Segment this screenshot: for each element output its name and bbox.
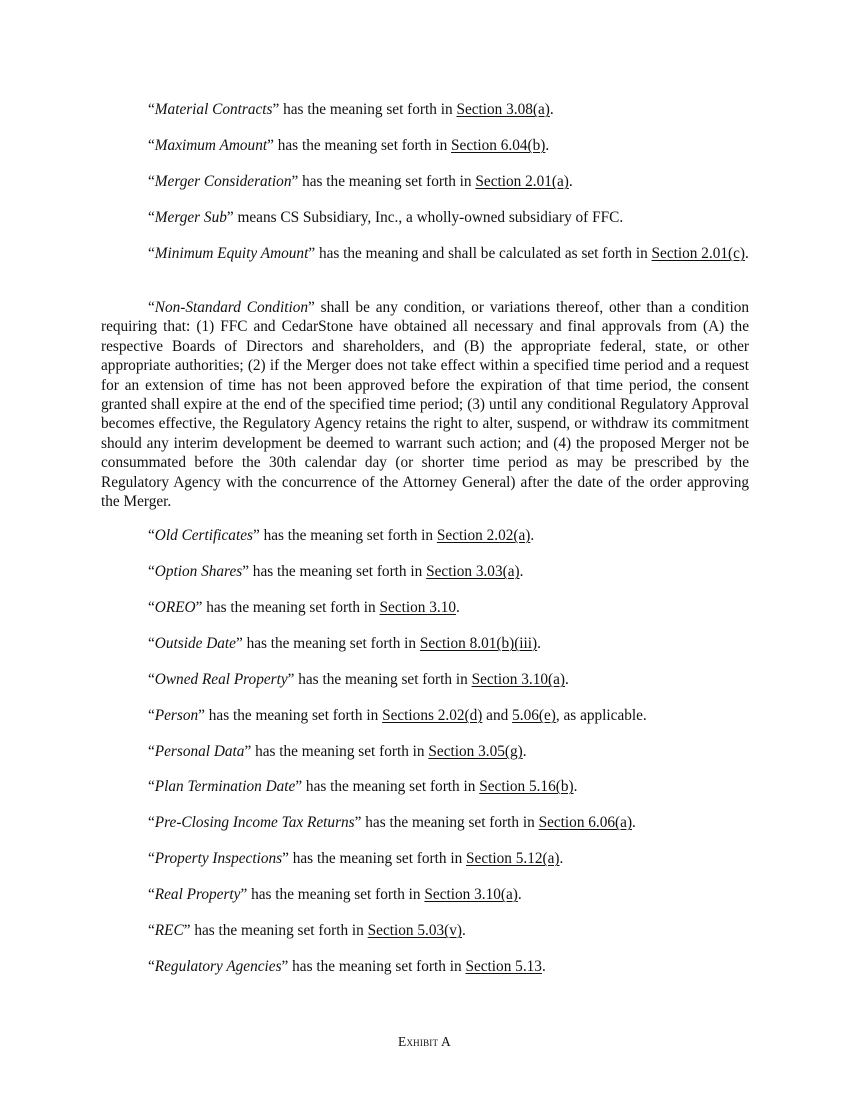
definition-person: [148, 706, 749, 725]
definition-tail: .: [537, 635, 541, 652]
definition-rec: [148, 921, 749, 940]
definition-tail: .: [559, 850, 564, 867]
defined-term: Merger Sub: [154, 209, 227, 226]
definition-tail: .: [522, 743, 527, 760]
defined-term: Property Inspections: [154, 850, 283, 867]
definition-tail: .: [745, 245, 749, 262]
definition-material-contracts: [148, 100, 749, 119]
section-reference[interactable]: Section 2.01(a): [475, 173, 569, 190]
section-reference[interactable]: Section 5.03(v): [367, 922, 462, 939]
open-quote: “: [148, 563, 155, 580]
definition-merger-consideration: [148, 172, 749, 191]
section-reference[interactable]: Section 3.05(g): [428, 743, 523, 760]
open-quote: “: [148, 101, 155, 118]
defined-term: Option Shares: [154, 563, 243, 580]
open-quote: “: [148, 173, 155, 190]
definition-text: ” has the meaning set forth in: [287, 671, 472, 688]
section-reference[interactable]: Section 3.03(a): [426, 563, 520, 580]
definition-text: ” has the meaning set forth in: [272, 101, 457, 118]
defined-term: REC: [154, 922, 184, 939]
definition-text: ” has the meaning and shall be calculated as set forth in: [308, 245, 652, 262]
definition-minimum-equity-amount: [101, 244, 749, 263]
open-quote: “: [148, 245, 155, 262]
defined-term: Old Certificates: [154, 527, 253, 544]
definition-old-certificates: [148, 526, 749, 545]
defined-term: Material Contracts: [154, 101, 273, 118]
defined-term: Personal Data: [154, 743, 245, 760]
open-quote: “: [148, 635, 155, 652]
definition-non-standard-condition: [101, 298, 749, 511]
definition-text: ” has the meaning set forth in: [291, 173, 476, 190]
definition-option-shares: [148, 562, 749, 581]
definition-property-inspections: [148, 849, 749, 868]
definition-real-property: [148, 885, 749, 904]
defined-term: Merger Consideration: [154, 173, 292, 190]
definition-text: ” has the meaning set forth in: [242, 563, 427, 580]
definition-plan-termination-date: [148, 777, 749, 796]
section-reference[interactable]: Section 2.01(c): [651, 245, 746, 262]
open-quote: “: [148, 922, 155, 939]
section-reference[interactable]: Section 6.04(b): [451, 137, 546, 154]
defined-term: Real Property: [154, 886, 241, 903]
open-quote: “: [148, 137, 155, 154]
definition-tail: .: [456, 599, 460, 616]
defined-term: OREO: [154, 599, 196, 616]
definition-text: ” means CS Subsidiary, Inc., a wholly-owned subsidiary of FFC.: [226, 209, 624, 226]
section-reference[interactable]: Section 2.02(a): [436, 527, 531, 544]
definition-tail: .: [545, 137, 550, 154]
defined-term: Outside Date: [154, 635, 236, 652]
definition-tail: .: [541, 958, 546, 975]
section-reference[interactable]: Section 3.10(a): [424, 886, 518, 903]
definition-tail: .: [632, 814, 636, 831]
definition-text: ” has the meaning set forth in: [295, 778, 480, 795]
open-quote: “: [148, 778, 155, 795]
section-reference[interactable]: Section 8.01(b)(iii): [419, 635, 538, 652]
definition-text: ” shall be any condition, or variations thereof, other than a condition requiring that: (1) FFC and CedarStone have obtained all necessary and final approvals from (A) the respective Boards of Directors and shareholders, and (B) the appropriate federal, state, or other appropriate authorities; (2) if the Merger does not take effect within a specified time period and a request for an extension of time has not been approved before the expiration of that time period, the consent granted shall expire at the end of the specified time period; (3) until any conditional Regulatory Approval becomes effective, the Regulatory Agency retains the right to alter, suspend, or withdraw its commitment should any interim development be deemed to warrant such action; and (4) the proposed Merger not be consummated before the 30th calendar day (or shorter time period as may be prescribed by the Regulatory Agency with the concurrence of the Attorney General) after the date of the order approving the Merger.: [101, 299, 750, 511]
defined-term: Plan Termination Date: [154, 778, 296, 795]
section-reference[interactable]: Section 5.13: [465, 958, 542, 975]
defined-term: Maximum Amount: [154, 137, 268, 154]
section-reference[interactable]: Section 6.06(a): [538, 814, 633, 831]
definition-text: ” has the meaning set forth in: [267, 137, 452, 154]
definition-tail: .: [573, 778, 578, 795]
definition-text: ” has the meaning set forth in: [240, 886, 425, 903]
definition-outside-date: [148, 634, 749, 653]
section-reference[interactable]: Section 5.16(b): [479, 778, 574, 795]
defined-term: Person: [154, 707, 199, 724]
section-reference[interactable]: Section 3.10: [379, 599, 457, 616]
defined-term: Owned Real Property: [154, 671, 288, 688]
definition-tail: .: [565, 671, 569, 688]
definition-conjunction: and: [482, 707, 513, 724]
open-quote: “: [148, 671, 155, 688]
definition-text: ” has the meaning set forth in: [252, 527, 437, 544]
page-footer: Exhibit A: [398, 1034, 451, 1049]
open-quote: “: [148, 599, 155, 616]
definition-tail: .: [461, 922, 466, 939]
open-quote: “: [148, 850, 155, 867]
definition-tail: , as applicable.: [555, 707, 647, 724]
open-quote: “: [148, 814, 155, 831]
section-reference[interactable]: Section 3.08(a): [456, 101, 550, 118]
definition-text: ” has the meaning set forth in: [354, 814, 539, 831]
open-quote: “: [148, 886, 155, 903]
section-reference[interactable]: Sections 2.02(d): [382, 707, 483, 724]
section-reference[interactable]: 5.06(e): [512, 707, 556, 724]
definition-text: ” has the meaning set forth in: [195, 599, 380, 616]
definition-text: ” has the meaning set forth in: [198, 707, 383, 724]
open-quote: “: [148, 707, 155, 724]
definition-text: ” has the meaning set forth in: [282, 850, 467, 867]
definition-owned-real-property: [148, 670, 749, 689]
definition-oreo: [148, 598, 749, 617]
definition-text: ” has the meaning set forth in: [244, 743, 429, 760]
open-quote: “: [148, 743, 155, 760]
definition-text: ” has the meaning set forth in: [235, 635, 420, 652]
definition-text: ” has the meaning set forth in: [281, 958, 466, 975]
definition-tail: .: [517, 886, 522, 903]
definition-tail: .: [549, 101, 554, 118]
definition-maximum-amount: [148, 136, 749, 155]
defined-term: Minimum Equity Amount: [154, 245, 309, 262]
open-quote: “: [148, 299, 155, 316]
definition-merger-sub: [148, 208, 749, 227]
definition-pre-closing-income-tax-returns: [148, 813, 749, 832]
definition-tail: .: [519, 563, 524, 580]
open-quote: “: [148, 958, 155, 975]
definition-regulatory-agencies: [148, 957, 749, 976]
section-reference[interactable]: Section 5.12(a): [466, 850, 560, 867]
open-quote: “: [148, 209, 155, 226]
definition-tail: .: [530, 527, 535, 544]
open-quote: “: [148, 527, 155, 544]
definition-personal-data: [148, 742, 749, 761]
defined-term: Regulatory Agencies: [154, 958, 282, 975]
defined-term: Pre-Closing Income Tax Returns: [154, 814, 355, 831]
section-reference[interactable]: Section 3.10(a): [471, 671, 566, 688]
defined-term: Non-Standard Condition: [154, 299, 308, 316]
definition-tail: .: [568, 173, 573, 190]
definition-text: ” has the meaning set forth in: [183, 922, 368, 939]
